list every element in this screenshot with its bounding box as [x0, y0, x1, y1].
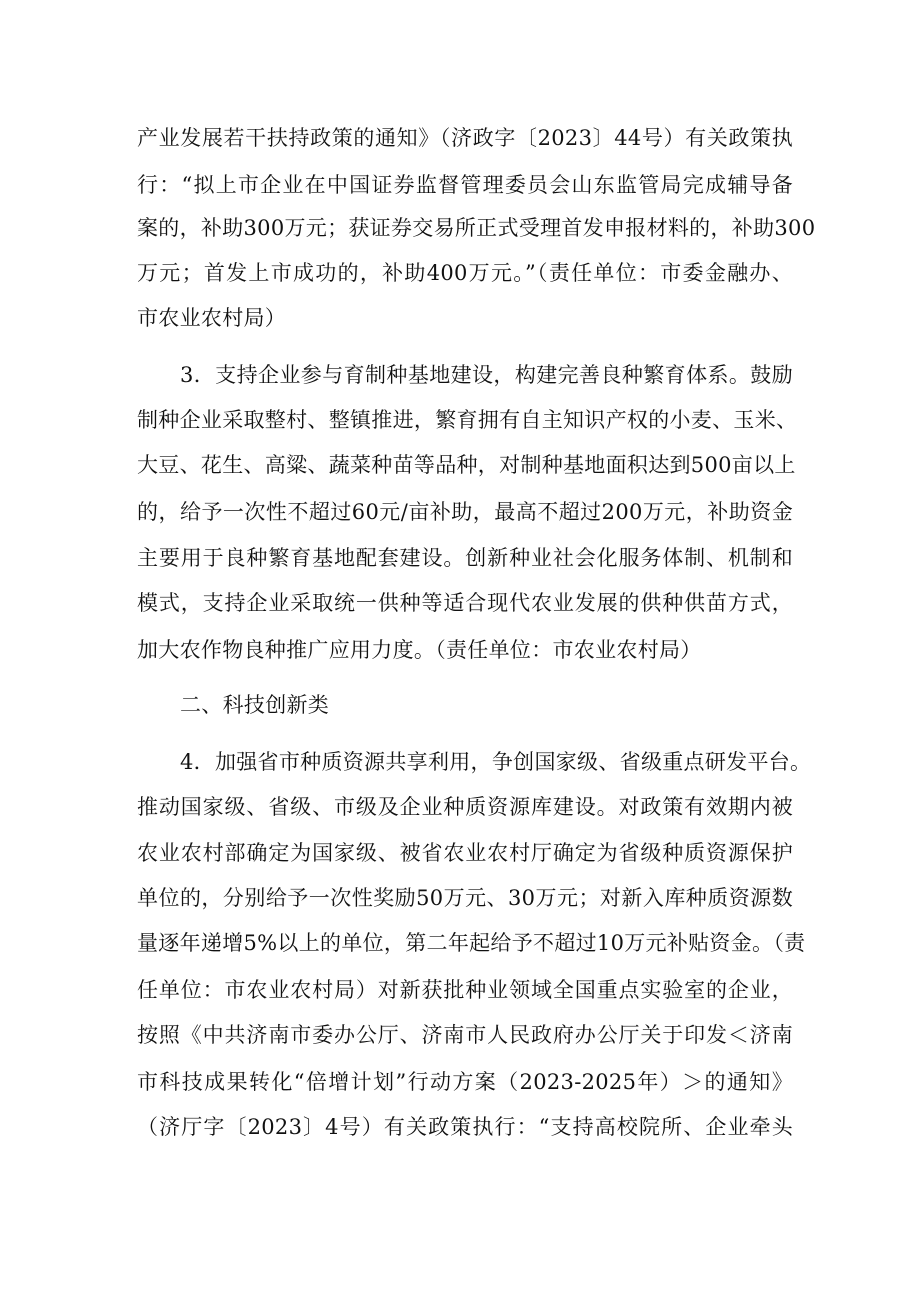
paragraph-3-line-4: 单位的，分别给予一次性奖励50万元、30万元；对新入库种质资源数 [137, 886, 793, 910]
paragraph-3-line-6: 任单位：市农业农村局）对新获批种业领域全国重点实验室的企业， [137, 978, 793, 1002]
paragraph-2-line-4: 的，给予一次性不超过60元/亩补助，最高不超过200万元，补助资金 [137, 500, 793, 524]
paragraph-2-line-3: 大豆、花生、高粱、蔬菜种苗等品种，对制种基地面积达到500亩以上 [137, 453, 796, 477]
paragraph-1-line-1: 产业发展若干扶持政策的通知》（济政字〔2023〕44号）有关政策执 [137, 126, 793, 150]
paragraph-2-line-1: 3．支持企业参与育制种基地建设，构建完善良种繁育体系。鼓励 [180, 363, 793, 387]
paragraph-3-line-7: 按照《中共济南市委办公厅、济南市人民政府办公厅关于印发＜济南 [137, 1023, 793, 1047]
paragraph-1-line-5: 市农业农村局） [137, 306, 287, 330]
paragraph-3-line-8: 市科技成果转化“倍增计划”行动方案（2023-2025年）＞的通知》 [137, 1070, 793, 1094]
paragraph-2-line-6: 模式，支持企业采取统一供种等适合现代农业发展的供种供苗方式， [137, 591, 793, 615]
section-heading: 二、科技创新类 [180, 693, 330, 717]
paragraph-2-line-7: 加大农作物良种推广应用力度。（责任单位：市农业农村局） [137, 638, 702, 662]
paragraph-3-line-2: 推动国家级、省级、市级及企业种质资源库建设。对政策有效期内被 [137, 795, 793, 819]
paragraph-3-line-3: 农业农村部确定为国家级、被省农业农村厅确定为省级种质资源保护 [137, 841, 793, 865]
paragraph-3-line-5: 量逐年递增5%以上的单位，第二年起给予不超过10万元补贴资金。（责 [137, 931, 806, 955]
paragraph-1-line-2: 行：“拟上市企业在中国证券监督管理委员会山东监管局完成辅导备 [137, 173, 793, 197]
paragraph-2-line-5: 主要用于良种繁育基地配套建设。创新种业社会化服务体制、机制和 [137, 546, 793, 570]
paragraph-1-line-4: 万元；首发上市成功的，补助400万元。”（责任单位：市委金融办、 [137, 261, 793, 285]
paragraph-3-line-9: （济厅字〔2023〕4号）有关政策执行：“支持高校院所、企业牵头 [137, 1115, 793, 1139]
paragraph-3-line-1: 4．加强省市种质资源共享利用，争创国家级、省级重点研发平台。 [180, 750, 812, 774]
paragraph-1-line-3: 案的，补助300万元；获证券交易所正式受理首发申报材料的，补助300 [137, 216, 816, 240]
paragraph-2-line-2: 制种企业采取整村、整镇推进，繁育拥有自主知识产权的小麦、玉米、 [137, 408, 798, 432]
